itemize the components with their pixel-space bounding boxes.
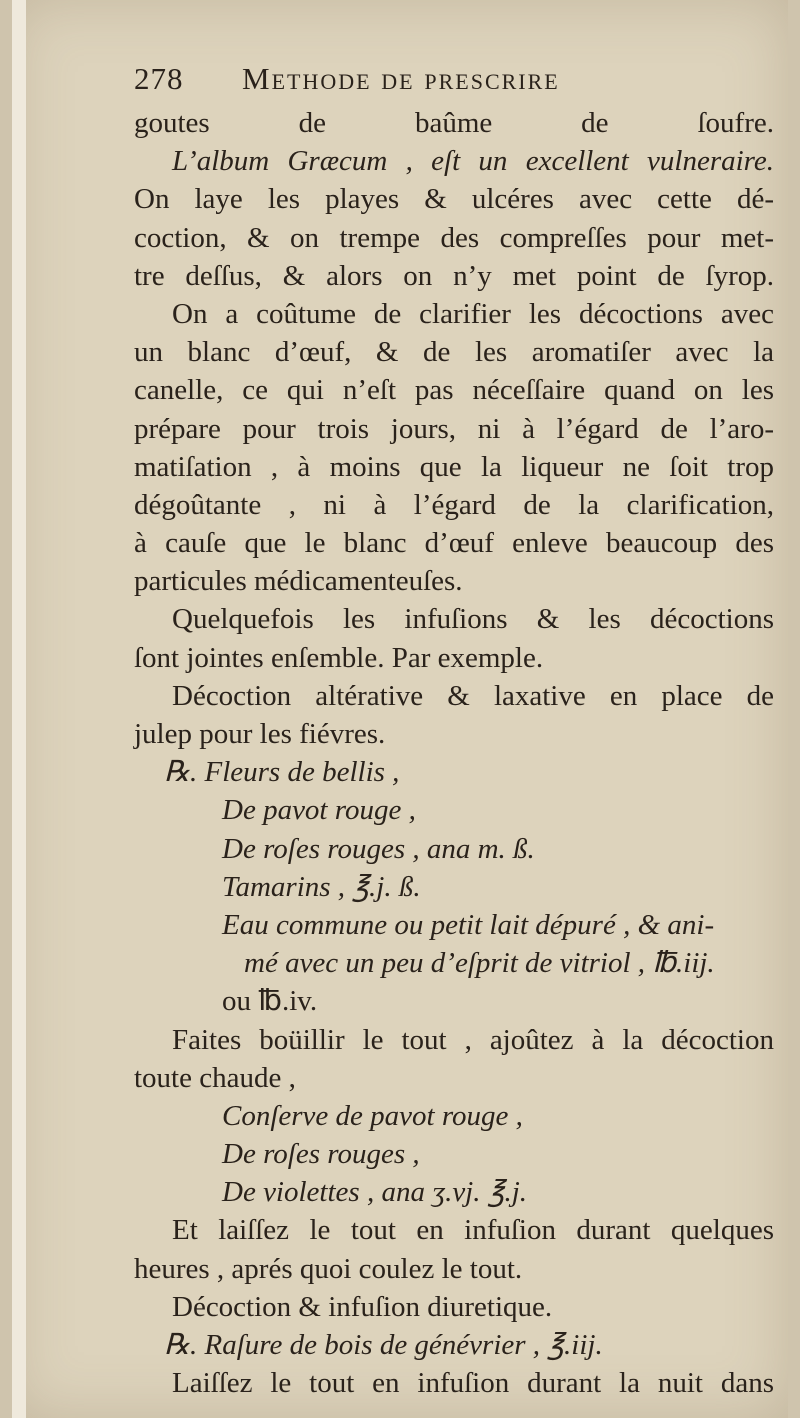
text-line: Quelquefois les infuſions & les décoctions <box>172 603 774 636</box>
text-line: On laye les playes & ulcéres avec cette dé- <box>134 183 774 216</box>
page-header <box>134 60 774 104</box>
text-line: ſont jointes enſemble. Par exemple. <box>134 641 544 674</box>
recipe-line: De roſes rouges , <box>222 1138 420 1171</box>
text-line: dégoûtante , ni à l’égard de la clarification, <box>134 488 774 521</box>
page-text <box>134 60 774 1402</box>
text-line: coction, & on trempe des compreſſes pour met- <box>134 221 774 254</box>
text-line: Laiſſez le tout en infuſion durant la nuit dans <box>172 1367 774 1400</box>
text-line: à cauſe que le blanc d’œuf enleve beaucoup des <box>134 527 774 560</box>
running-head: Methode de prescrire <box>242 61 560 96</box>
recipe-line: De pavot rouge , <box>222 794 416 827</box>
text-line: Faites boüillir le tout , ajoûtez à la décoction <box>172 1023 774 1056</box>
text-line: tre deſſus, & alors on n’y met point de ſyrop. <box>134 259 774 292</box>
text-line: matiſation , à moins que la liqueur ne ſoit trop <box>134 450 774 483</box>
text-line: goutes de baûme de ſoufre. <box>134 107 774 139</box>
recipe-line: Conſerve de pavot rouge , <box>222 1099 523 1132</box>
recipe-line: Tamarins , ℥.j. ß. <box>222 870 421 903</box>
text-line: julep pour les fiévres. <box>134 718 386 750</box>
text-line: On a coûtume de clarifier les décoctions avec <box>172 297 774 330</box>
text-line: Décoction & infuſion diuretique. <box>172 1290 553 1323</box>
recipe-line: Eau commune ou petit lait dépuré , & ani- <box>222 908 715 941</box>
text-line: L’album Græcum , eſt un excellent vulneraire. <box>172 145 774 178</box>
text-line: un blanc d’œuf, & de les aromatiſer avec la <box>134 336 774 369</box>
recipe-line: ou ℔.iv. <box>222 985 318 1018</box>
page-number: 278 <box>134 61 184 96</box>
recipe-line: De violettes , ana ʒ.vj. ℥.j. <box>222 1176 528 1209</box>
recipe-line: mé avec un peu d’eſprit de vitriol , ℔.iij. <box>244 947 715 980</box>
text-line: heures , aprés quoi coulez le tout. <box>134 1252 523 1285</box>
text-line: Décoction altérative & laxative en place de <box>172 679 774 712</box>
text-line: Et laiſſez le tout en infuſion durant quelques <box>172 1214 774 1247</box>
text-line: toute chaude , <box>134 1061 296 1094</box>
recipe-line: De roſes rouges , ana m. ß. <box>222 832 535 865</box>
page-edge <box>12 0 26 1418</box>
text-line: prépare pour trois jours, ni à l’égard de l’aro- <box>134 412 774 445</box>
recipe-line: ℞. Fleurs de bellis , <box>164 756 400 789</box>
text-line: canelle, ce qui n’eſt pas néceſſaire quand on les <box>134 374 774 407</box>
recipe-line: ℞. Raſure de bois de génévrier , ℥.iij. <box>164 1329 603 1361</box>
book-page <box>12 0 788 1418</box>
text-line: particules médicamenteuſes. <box>134 565 463 598</box>
